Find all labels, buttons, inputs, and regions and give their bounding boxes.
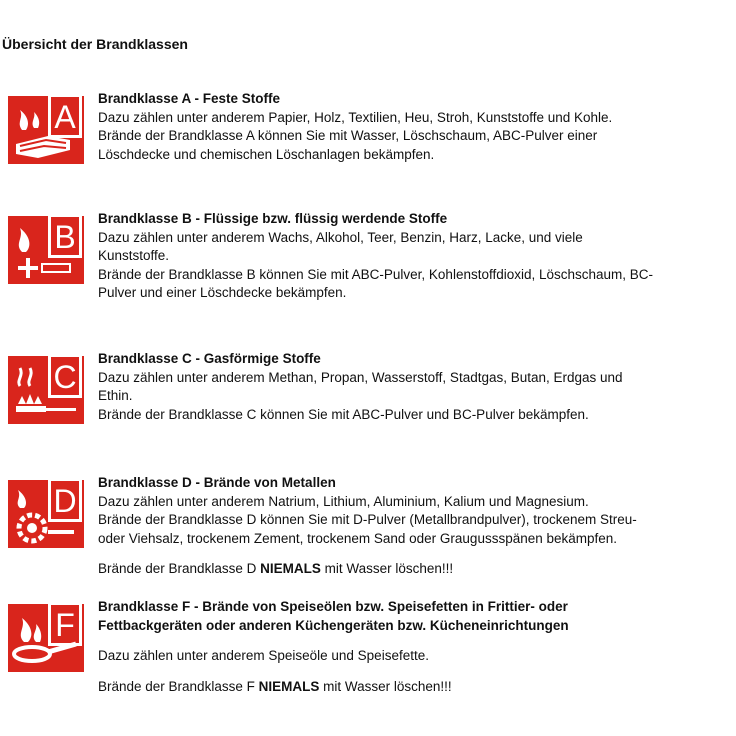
fire-class-f-sign xyxy=(8,598,84,672)
fire-class-a-text xyxy=(98,90,736,164)
fire-class-b-sign xyxy=(8,210,84,284)
fire-class-d-title: Brandklasse D - Brände von Metallen xyxy=(98,475,336,490)
warning-emphasis: NIEMALS xyxy=(258,678,320,694)
description-line: Dazu zählen unter anderem Wachs, Alkohol, Teer, Benzin, Harz, Lacke, und viele xyxy=(98,229,583,245)
description-line: Dazu zählen unter anderem Papier, Holz, Textilien, Heu, Stroh, Kunststoffe und Kohle. xyxy=(98,109,613,125)
fire-class-c-text xyxy=(98,350,736,424)
fire-class-c-sign xyxy=(8,350,84,424)
fire-class-f-text xyxy=(98,598,736,696)
fire-class-f-title: Fettbackgeräten oder anderen Küchengeräten bzw. Kücheneinrichtungen xyxy=(98,617,569,633)
description-line: Dazu zählen unter anderem Natrium, Lithium, Aluminium, Kalium und Magnesium. xyxy=(98,493,589,509)
sign-letter xyxy=(8,90,84,164)
page-title: Übersicht der Brandklassen xyxy=(2,36,188,52)
fire-class-f-warning: Brände der Brandklasse F NIEMALS mit Wasser löschen!!! xyxy=(98,678,452,694)
description-line: Ethin. xyxy=(98,388,133,404)
description-line: Brände der Brandklasse B können Sie mit ABC-Pulver, Kohlenstoffdioxid, Löschschaum, BC- xyxy=(98,266,654,282)
fire-class-d-warning: Brände der Brandklasse D NIEMALS mit Wasser löschen!!! xyxy=(98,561,454,577)
description-line: Pulver und einer Löschdecke bekämpfen. xyxy=(98,285,347,301)
description-line: Brände der Brandklasse A können Sie mit Wasser, Löschschaum, ABC-Pulver einer xyxy=(98,128,598,144)
sign-letter xyxy=(8,598,84,672)
fire-class-a-title: Brandklasse A - Feste Stoffe xyxy=(98,91,281,106)
fire-class-b-text xyxy=(98,210,736,303)
description-line: Kunststoffe. xyxy=(98,248,170,264)
description-line: Dazu zählen unter anderem Methan, Propan, Wasserstoff, Stadtgas, Butan, Erdgas und xyxy=(98,369,623,385)
description-line: Dazu zählen unter anderem Speiseöle und Speisefette. xyxy=(98,648,429,664)
fire-class-d-text xyxy=(98,474,736,579)
fire-class-b-title: Brandklasse B - Flüssige bzw. flüssig werdende Stoffe xyxy=(98,211,448,226)
fire-class-f-title: Brandklasse F - Brände von Speiseölen bzw. Speisefetten in Frittier- oder xyxy=(98,599,568,614)
svg-text:B: B xyxy=(54,219,76,255)
svg-text:F: F xyxy=(55,607,75,643)
fire-class-d-sign xyxy=(8,474,84,548)
svg-text:D: D xyxy=(53,483,77,519)
description-line: oder Viehsalz, trockenem Zement, trockenem Sand oder Graugussspänen bekämpfen. xyxy=(98,530,618,546)
svg-text:C: C xyxy=(53,359,77,395)
warning-emphasis: NIEMALS xyxy=(260,561,321,577)
description-line: Brände der Brandklasse C können Sie mit ABC-Pulver und BC-Pulver bekämpfen. xyxy=(98,406,589,422)
description-line: Löschdecke und chemischen Löschanlagen bekämpfen. xyxy=(98,146,435,162)
sign-letter xyxy=(8,350,84,424)
fire-class-a-sign xyxy=(8,90,84,164)
description-line: Brände der Brandklasse D können Sie mit D-Pulver (Metallbrandpulver), trockenem Streu- xyxy=(98,512,637,528)
sign-letter xyxy=(8,210,84,284)
svg-text:A: A xyxy=(54,99,76,135)
sign-letter xyxy=(8,474,84,548)
fire-class-c-title: Brandklasse C - Gasförmige Stoffe xyxy=(98,351,321,366)
